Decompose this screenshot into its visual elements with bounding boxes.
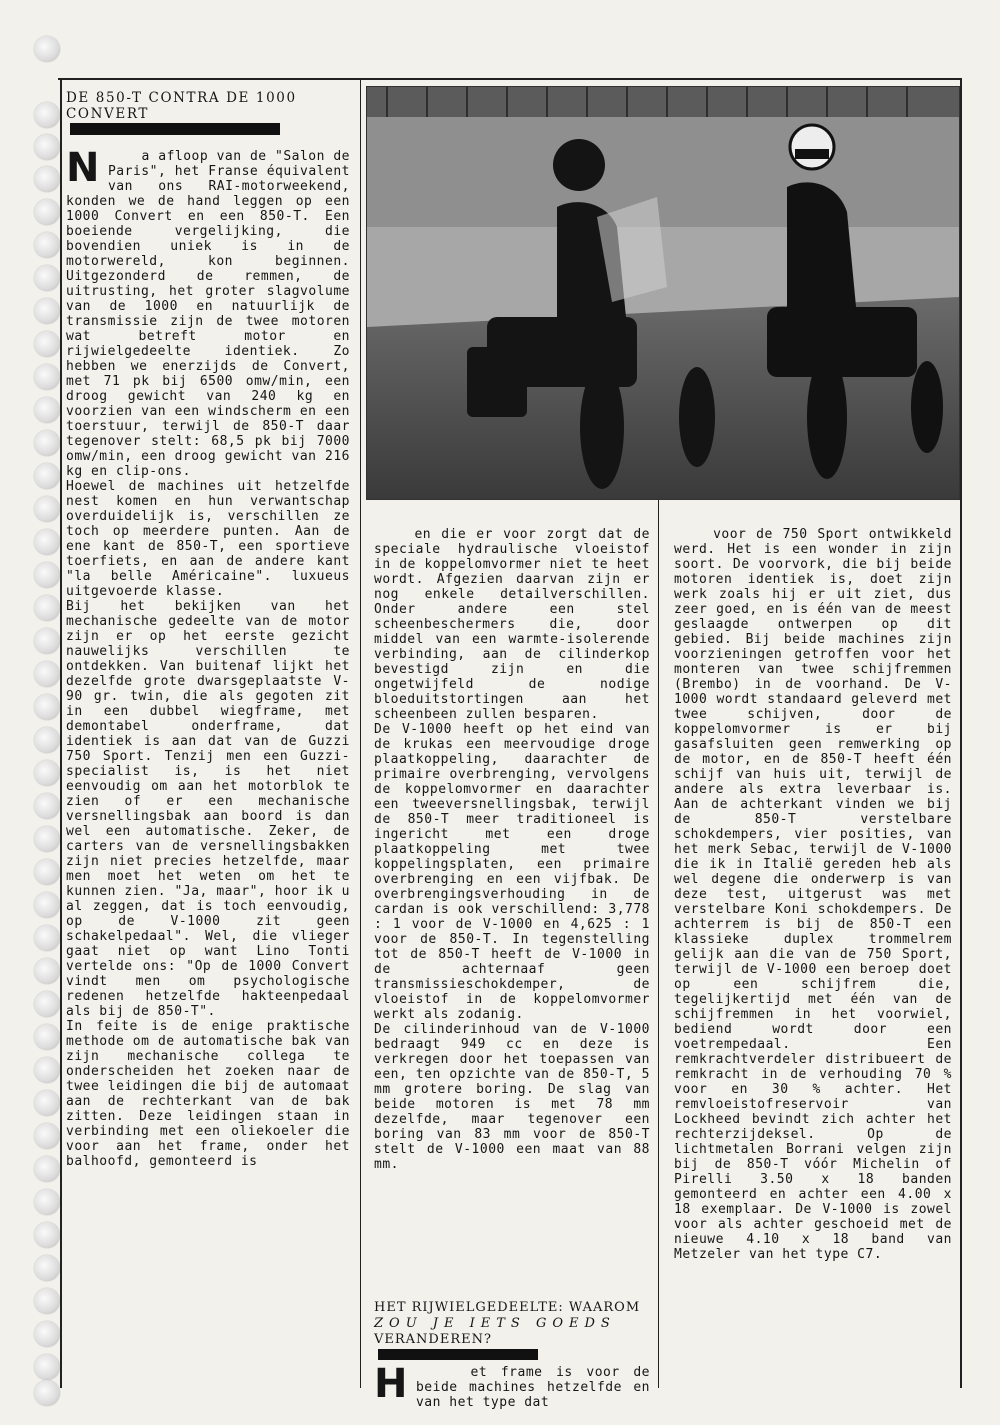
binding-hole [34, 1057, 60, 1083]
binding-hole [34, 463, 60, 489]
column-1 [66, 134, 350, 1384]
column-divider-1 [360, 78, 361, 1388]
headline-line-2: CONVERT [66, 106, 149, 122]
binding-hole [34, 727, 60, 753]
binding-hole [34, 1024, 60, 1050]
binding-hole [34, 628, 60, 654]
column-2 [374, 512, 650, 1272]
binding-hole [34, 102, 60, 128]
binding-hole [34, 331, 60, 357]
binding-hole [34, 793, 60, 819]
column-1-text: a afloop van de "Salon de Paris", het Franse équivalent van ons RAI-motorweekend, konden we de hand leggen op een 1000 Convert en een 850-T. Een boeiende vergelijking, die bovendien uniek is in de motorwereld, kon beginnen. Uitgezonderd de remmen, de uitrusting, het groter slagvolume van de 1000 en natuurlijk de transmissie zijn de twee motoren wat betreft motor en rijwielgedeelte identiek. Zo hebben we enerzijds de Convert, met 71 pk bij 6500 omw/min, een droog gewicht van 240 kg en voorzien van een windscherm en een toerstuur, terwijl de 850-T daar tegenover stelt: 68,5 pk bij 7000 omw/min, een droog gewicht van 216 kg en clip-ons. Hoewel de machines uit hetzelfde nest komen en hun verwantschap overduidelijk is, verschillen ze toch op meerdere punten. Aan de ene kant de 850-T, een sportieve toerfiets, en aan de andere kant "la belle Américaine". luxueus uitgevoerde klasse. Bij het bekijken van het mechanische gedeelte van de motor zijn er op het eerste gezicht nauwelijks verschillen te ontdekken. Van buitenaf lijkt het dezelfde grote dwarsgeplaatste V-90 gr. twin, die als gegoten zit in een dubbel wiegframe, met demontabel onderframe, dat identiek is aan dat van de Guzzi 750 Sport. Tenzij men een Guzzi-specialist is, is het niet eenvoudig om aan het motorblok te zien of er een mechanische versnellingsbak aan boord is dan wel een automatische. Zeker, de carters van de versnellingsbakken zijn niet precies hetzelfde, maar men moet het weten om het te kunnen zien. "Ja, maar", hoor ik u al zeggen, dat is toch eenvoudig, op de V-1000 zit geen schakelpedaal". Wel, die vlieger gaat niet op want Lino Tonti vertelde ons: "Op de 1000 Convert vindt men om psychologische redenen hetzelfde hakteenpedaal als bij de 850-T". In feite is de enige praktische methode om de automatische bak van zijn mechanische collega te onderscheiden het zoeken naar de twee leidingen die bij de automaat aan de rechterkant van de bak zitten. Deze leidingen staan in verbinding met een oliekoeler die voor aan het frame, onder het balhoofd, gemonteerd is [66, 149, 350, 1169]
left-rule [60, 78, 62, 1388]
binding-hole [34, 661, 60, 687]
binding-hole [34, 1380, 60, 1406]
binding-hole [34, 1189, 60, 1215]
binding-hole [34, 298, 60, 324]
binding-hole [34, 199, 60, 225]
column-3-text: voor de 750 Sport ontwikkeld werd. Het is een wonder in zijn soort. De voorvork, die bij beide motoren identiek is, doet zijn werk zoals hij er uit ziet, dus zeer goed, en is één van de meest geslaagde ontwerpen op dit gebied. Bij beide machines zijn voorzieningen getroffen voor het monteren van twee schijfremmen (Brembo) in de voorhand. De V-1000 wordt standaard geleverd met twee schijven, door de koppelomvormer is er bij gasafsluiten geen remwerking op de motor, en de 850-T heeft één schijf van huis uit, terwijl de andere als extra leverbaar is. Aan de achterkant vinden we bij de 850-T verstelbare schokdempers, vier posities, van het merk Sebac, terwijl de V-1000 die ik in Italië gereden heb als wel degene die onderwerp is van deze test, uitgerust was met verstelbare Koni schokdempers. De achterrem is bij de 850-T een klassieke duplex trommelrem gelijk aan die van de 750 Sport, terwijl de V-1000 een beroep doet op een schijfrem die, tegelijkertijd met één van de schijfremmen in het voorwiel, bediend wordt door een voetrempedaal. Een remkrachtverdeler distribueert de remkracht in de verhouding 70 % voor en 30 % achter. Het remvloeistofreservoir van Lockheed bevindt zich achter het rechterzijdeksel. Op de lichtmetalen Borrani velgen zijn bij de 850-T vóór Michelin of Pirelli 3.50 x 18 banden gemonteerd en achter een 4.00 x 18 exemplaar. De V-1000 is zowel voor als achter geschoeid met de nieuwe 4.10 x 18 band van Metzeler van het type C7. [674, 527, 961, 1262]
binding-hole [34, 1288, 60, 1314]
column-3 [674, 512, 961, 1392]
column-2b-text: et frame is voor de beide machines hetzelfde en van het type dat [415, 1365, 659, 1410]
binding-hole [34, 1156, 60, 1182]
binding-hole [34, 892, 60, 918]
drop-cap-h: H [374, 1361, 408, 1407]
binding-hole [34, 1123, 60, 1149]
binding-hole [34, 36, 60, 62]
binding-hole [34, 991, 60, 1017]
binding-hole [34, 265, 60, 291]
subhead-line-1: HET RIJWIELGEDEELTE: WAAROM [374, 1300, 641, 1315]
binding-hole [34, 166, 60, 192]
top-rule [58, 78, 962, 80]
subhead-line-2: ZOU JE IETS GOEDS [374, 1316, 616, 1331]
headline-line-1: DE 850-T CONTRA DE 1000 [66, 90, 297, 106]
column-2-text: en die er voor zorgt dat de speciale hydraulische vloeistof in de koppelomvormer niet te heet wordt. Afgezien daarvan zijn er nog enkele detailverschillen. Onder andere een stel scheenbeschermers die, door middel van een warmte-isolerende verbinding, aan de cilinderkop bevestigd zijn en die ongetwijfeld de nodige bloeduitstortingen aan het scheenbeen zullen besparen. De V-1000 heeft op het eind van de krukas een meervoudige droge plaatkoppeling, daarachter de primaire overbrenging, vervolgens de koppelomvormer en daarachter een tweeversnellingsbak, terwijl de 850-T meer traditioneel is ingericht met een droge plaatkoppeling met twee koppelingsplaten, een primaire overbrenging en een vijfbak. De overbrengingsverhouding in de cardan is ook verschillend: 3,778 : 1 voor de V-1000 en 4,625 : 1 voor de 850-T. In tegenstelling tot de 850-T heeft de V-1000 in de achternaaf geen transmissieschokdemper, de vloeistof in de koppelomvormer werkt als zodanig. De cilinderinhoud van de V-1000 bedraagt 949 cc en deze is verkregen door het toepassen van een, ten opzichte van de 850-T, 5 mm grotere boring. De slag van beide motoren is met 78 mm dezelfde, maar tegenover een boring van 83 mm voor de 850-T stelt de V-1000 een maat van 88 mm. [374, 527, 650, 1172]
binding-hole [34, 232, 60, 258]
binding-hole [34, 1321, 60, 1347]
binding-hole [34, 496, 60, 522]
binding-hole [34, 595, 60, 621]
binding-hole [34, 364, 60, 390]
binding-hole [34, 694, 60, 720]
binding-hole [34, 430, 60, 456]
motorcycle-photo [366, 86, 960, 500]
article-headline [66, 90, 356, 138]
binding-hole [34, 1090, 60, 1116]
binding-hole [34, 397, 60, 423]
binding-hole [34, 760, 60, 786]
binding-hole [34, 958, 60, 984]
binding-hole [34, 1354, 60, 1380]
binding-hole [34, 529, 60, 555]
binding-hole [34, 562, 60, 588]
binding-hole [34, 134, 60, 160]
drop-cap: N [66, 145, 100, 191]
binding-hole [34, 826, 60, 852]
binding-hole [34, 1255, 60, 1281]
binding-hole [34, 925, 60, 951]
subhead-line-3: VERANDEREN? [374, 1332, 492, 1347]
binding-hole [34, 1222, 60, 1248]
column-2b [374, 1350, 659, 1410]
binding-hole [34, 859, 60, 885]
